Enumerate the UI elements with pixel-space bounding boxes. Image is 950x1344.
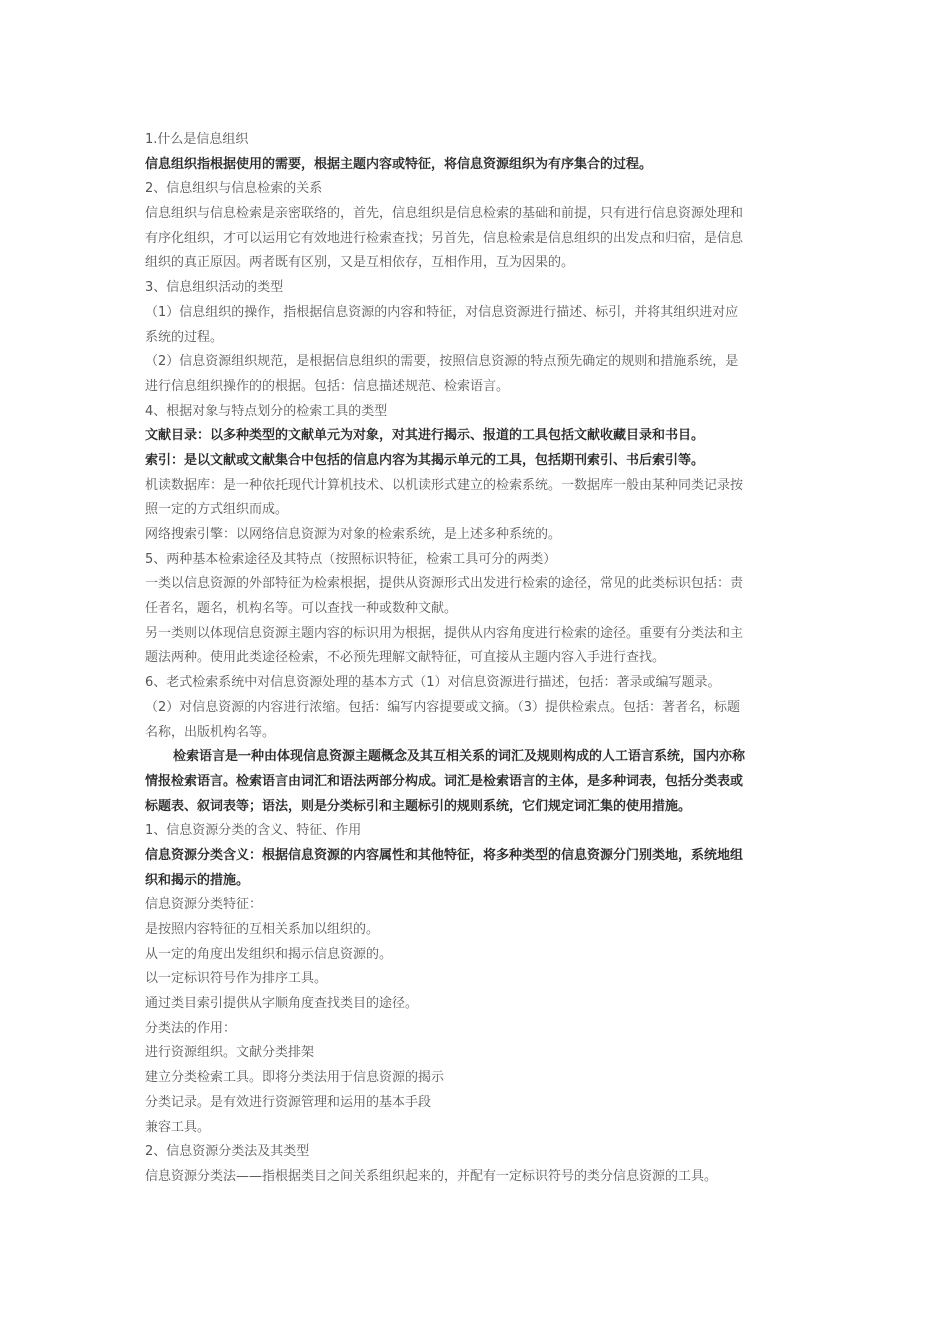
text-line: 信息组织与信息检索是亲密联络的，首先，信息组织是信息检索的基础和前提，只有进行信息资源处理和 [145,206,744,222]
bold-text-line: 检索语言是一种由体现信息资源主题概念及其互相关系的词汇及规则构成的人工语言系统，国内亦称 [173,749,746,765]
text-line: 题法两种。使用此类途径检索，不必预先理解文献特征，可直接从主题内容入手进行查找。 [145,650,666,666]
text-line: 名称，出版机构名等。 [145,724,276,740]
text-line: 照一定的方式组织而成。 [145,502,289,518]
text-line: 3、信息组织活动的类型 [145,280,284,296]
bold-text-line: 索引：是以文献或文献集合中包括的信息内容为其揭示单元的工具，包括期刊索引、书后索引等。 [145,452,705,468]
text-line: 从一定的角度出发组织和揭示信息资源的。 [145,946,393,962]
text-line: （2）对信息资源的内容进行浓缩。包括：编写内容提要或文摘。（3）提供检索点。包括：著者名，标题 [145,699,741,715]
bold-text-line: 情报检索语言。检索语言由词汇和语法两部分构成。词汇是检索语言的主体，是多种词表，包括分类表或 [145,773,744,789]
text-line: （2）信息资源组织规范，是根据信息组织的需要，按照信息资源的特点预先确定的规则和措施系统，是 [145,354,739,370]
text-line: 分类法的作用： [145,1020,237,1036]
text-line: 通过类目索引提供从字顺角度查找类目的途径。 [145,996,419,1012]
text-line: 进行资源组织。文献分类排架 [145,1045,315,1061]
text-line: 2、信息资源分类法及其类型 [145,1144,310,1160]
text-line: 机读数据库：是一种依托现代计算机技术、以机读形式建立的检索系统。一数据库一般由某种同类记录按 [145,477,744,493]
bold-text-line: 文献目录：以多种类型的文献单元为对象，对其进行揭示、报道的工具包括文献收藏目录和书目。 [145,428,705,444]
text-line: （1）信息组织的操作，指根据信息资源的内容和特征，对信息资源进行描述、标引，并将其组织进对应 [145,304,739,320]
text-line: 任者名，题名，机构名等。可以查找一种或数种文献。 [145,601,458,617]
bold-text-line: 信息资源分类含义：根据信息资源的内容属性和其他特征，将多种类型的信息资源分门别类地，系统地组 [145,847,744,863]
document-body [145,128,810,1190]
text-lines [145,128,810,1190]
text-line: 2、信息组织与信息检索的关系 [145,181,323,197]
text-line: 网络搜索引擎：以网络信息资源为对象的检索系统，是上述多种系统的。 [145,527,562,542]
bold-text-line: 标题表、叙词表等；语法，则是分类标引和主题标引的规则系统，它们规定词汇集的使用措施。 [145,798,692,814]
text-line: 有序化组织，才可以运用它有效地进行检索查找；另首先，信息检索是信息组织的出发点和归宿，是信息 [145,230,744,246]
text-line: 1.什么是信息组织 [145,132,249,147]
text-line: 组织的真正原因。两者既有区别，又是互相依存，互相作用，互为因果的。 [145,255,575,271]
text-line: 另一类则以体现信息资源主题内容的标识用为根据，提供从内容角度进行检索的途径。重要有分类法和主 [145,625,744,641]
text-line: 建立分类检索工具。即将分类法用于信息资源的揭示 [145,1070,445,1086]
text-line: 信息资源分类法——指根据类目之间关系组织起来的，并配有一定标识符号的类分信息资源的工具。 [145,1168,718,1184]
bold-text-line: 织和揭示的措施。 [145,872,250,888]
text-line: 兼容工具。 [145,1119,211,1135]
text-line: 系统的过程。 [145,329,224,345]
bold-text-line: 信息组织指根据使用的需要，根据主题内容或特征，将信息资源组织为有序集合的过程。 [145,156,653,172]
text-line: 信息资源分类特征： [145,897,263,913]
text-line: 以一定标识符号作为排序工具。 [145,971,328,987]
text-line: 分类记录。是有效进行资源管理和运用的基本手段 [145,1094,432,1110]
text-line: 一类以信息资源的外部特征为检索根据，提供从资源形式出发进行检索的途径，常见的此类标识包括：责 [145,576,744,592]
text-line: 6、老式检索系统中对信息资源处理的基本方式（1）对信息资源进行描述，包括：著录或编写题录。 [145,675,721,691]
text-line: 进行信息组织操作的的根据。包括：信息描述规范、检索语言。 [145,378,510,394]
text-line: 4、根据对象与特点划分的检索工具的类型 [145,403,388,419]
text-line: 5、两种基本检索途径及其特点（按照标识特征，检索工具可分的两类） [145,551,557,567]
text-line: 是按照内容特征的互相关系加以组织的。 [145,922,380,937]
text-line: 1、信息资源分类的含义、特征、作用 [145,823,362,839]
